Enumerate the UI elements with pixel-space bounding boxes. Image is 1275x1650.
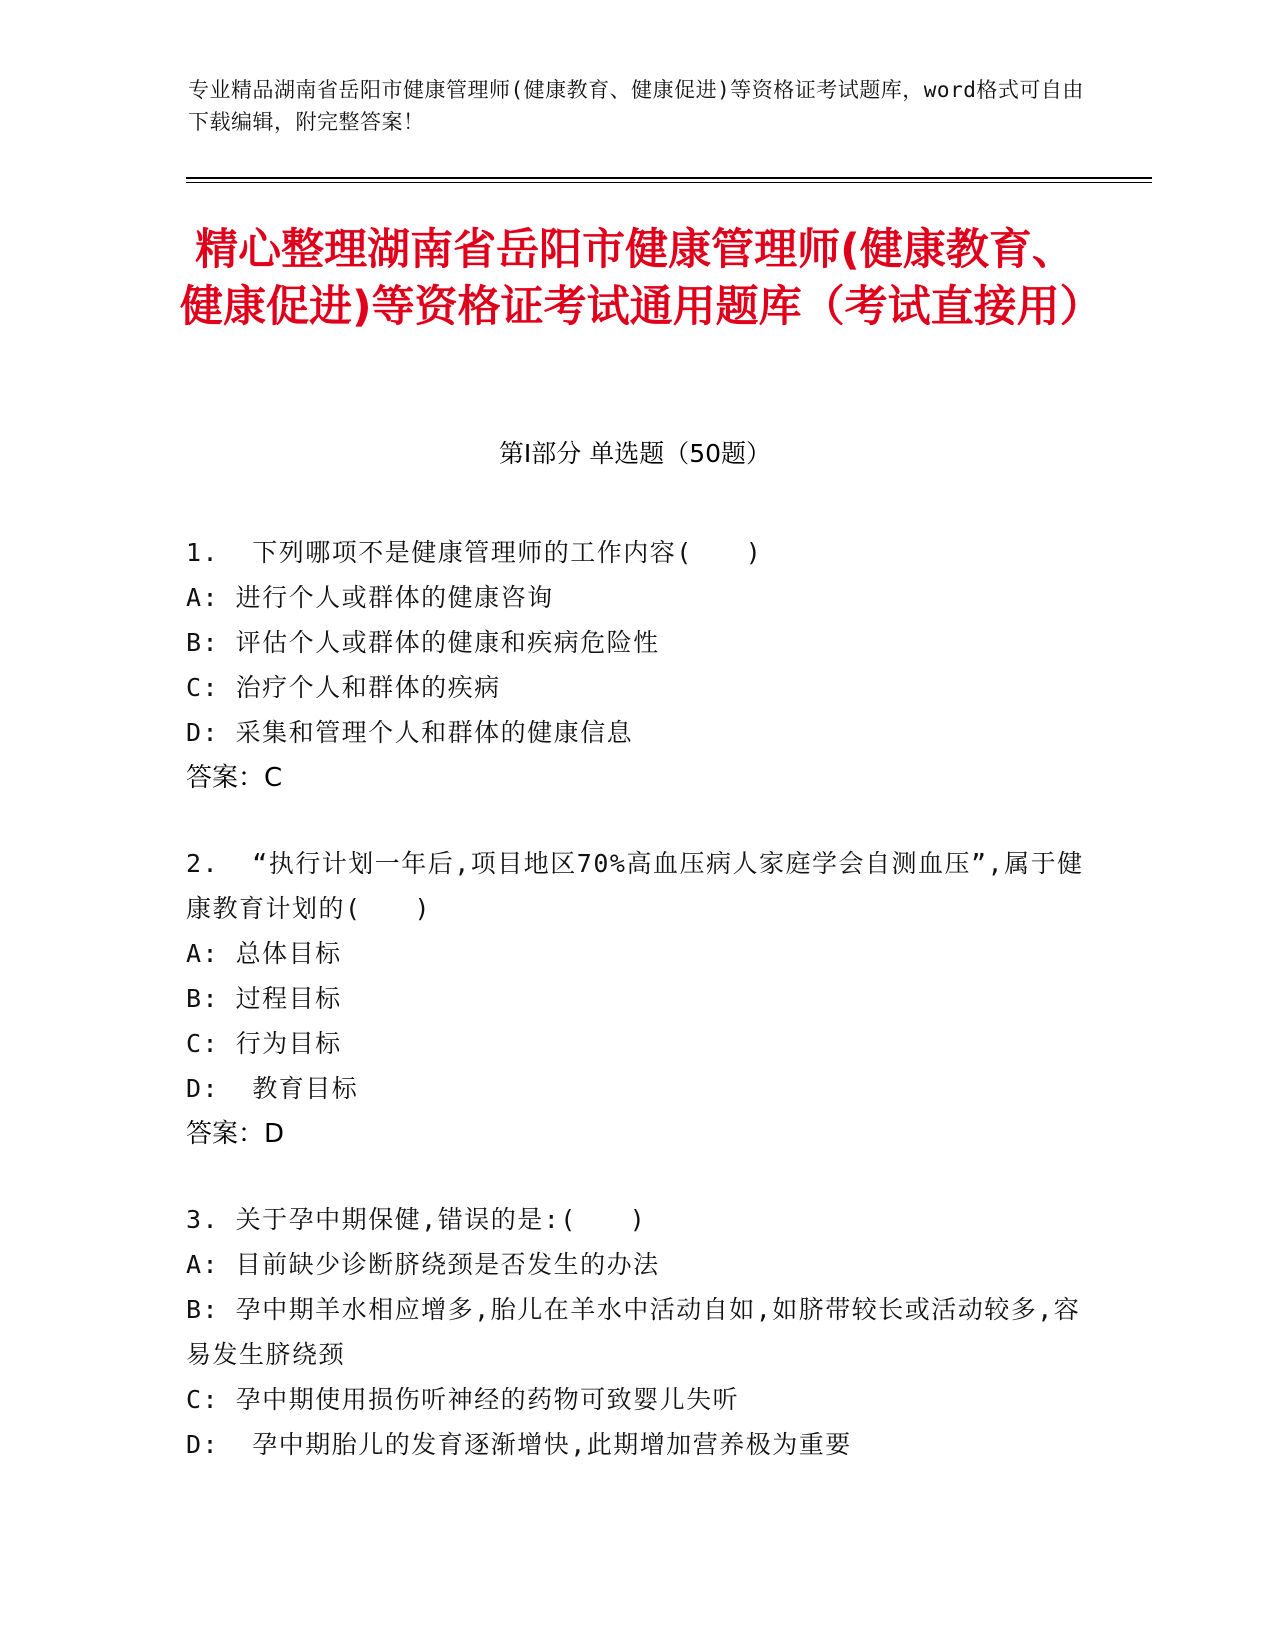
document-title: 精心整理湖南省岳阳市健康管理师(健康教育、健康促进)等资格证考试通用题库（考试直接用）: [180, 225, 1103, 332]
option-c: C: 孕中期使用损伤听神经的药物可致婴儿失听: [186, 1385, 740, 1414]
question-stem: 3. 关于孕中期保健,错误的是:( ): [186, 1205, 647, 1234]
question-stem: 2. “执行计划一年后,项目地区70%高血压病人家庭学会自测血压”,属于健康教育计划的( ): [186, 849, 1084, 923]
question-3: [186, 1197, 1086, 1467]
option-c: C: 行为目标: [186, 1029, 342, 1058]
header-rule-thin: [186, 182, 1152, 183]
option-b: B: 评估个人或群体的健康和疾病危险性: [186, 628, 660, 657]
header-note: 专业精品湖南省岳阳市健康管理师(健康教育、健康促进)等资格证考试题库，word格式可自由下载编辑，附完整答案！: [188, 78, 1084, 134]
option-a: A: 目前缺少诊断脐绕颈是否发生的办法: [186, 1250, 660, 1279]
option-d: D: 采集和管理个人和群体的健康信息: [186, 718, 634, 747]
option-b: B: 过程目标: [186, 984, 342, 1013]
header-rule-thick: [186, 177, 1152, 179]
question-2: [186, 841, 1086, 1157]
option-a: A: 进行个人或群体的健康咨询: [186, 583, 554, 612]
answer: 答案：D: [186, 1119, 285, 1149]
option-b: B: 孕中期羊水相应增多,胎儿在羊水中活动自如,如脐带较长或活动较多,容易发生脐绕颈: [186, 1295, 1081, 1369]
answer: 答案：C: [186, 763, 283, 793]
option-c: C: 治疗个人和群体的疾病: [186, 673, 501, 702]
option-d: D: 孕中期胎儿的发育逐渐增快,此期增加营养极为重要: [186, 1430, 852, 1459]
question-stem: 1. 下列哪项不是健康管理师的工作内容( ): [186, 538, 763, 567]
section-title: 第Ⅰ部分 单选题（50题）: [498, 439, 772, 468]
question-list: [186, 530, 1086, 1507]
question-1: [186, 530, 1086, 801]
option-a: A: 总体目标: [186, 939, 342, 968]
option-d: D: 教育目标: [186, 1074, 359, 1103]
